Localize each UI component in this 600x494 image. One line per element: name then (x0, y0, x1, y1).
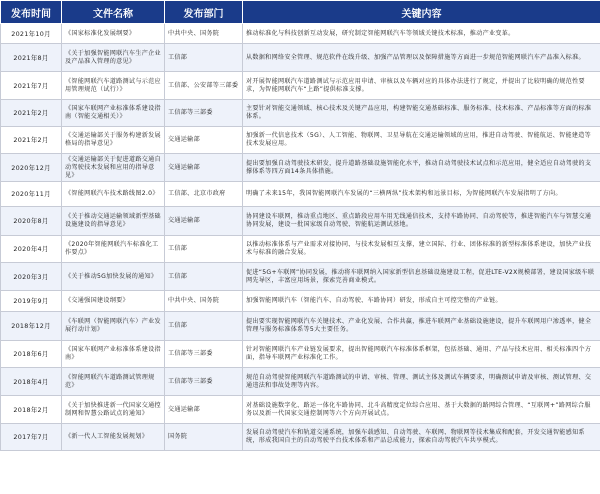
cell-name: 《国家标准化发展纲要》 (62, 24, 165, 44)
cell-date: 2020年3月 (1, 263, 62, 291)
column-header-dept: 发布部门 (165, 1, 243, 24)
table-row (1, 263, 600, 291)
table-row (1, 341, 600, 368)
table-row (1, 207, 600, 236)
cell-date: 2020年4月 (1, 236, 62, 263)
cell-name: 《交通强国建设纲要》 (62, 291, 165, 312)
cell-content: 提出要加强自动驾驶技术研发，提升道路基础设施智能化水平，推动自动驾驶技术试点和示范应用，健全适应自动驾驶的支撑体系等四方面14条具体措施。 (243, 154, 600, 182)
table-row (1, 154, 600, 182)
cell-content: 对基础设施数字化、路运一体化车路协同、北斗高精度定位综合应用、基于大数据的路网综合管理、“互联网+”路网综合服务以及新一代国家交通控制网等六个方向开展试点。 (243, 396, 600, 424)
cell-date: 2021年10月 (1, 24, 62, 44)
cell-date: 2019年9月 (1, 291, 62, 312)
cell-dept: 交通运输部 (165, 127, 243, 154)
table-row (1, 182, 600, 207)
cell-dept: 交通运输部 (165, 396, 243, 424)
cell-name: 《2020年智能网联汽车标准化工作要点》 (62, 236, 165, 263)
cell-date: 2020年11月 (1, 182, 62, 207)
table-row (1, 72, 600, 100)
column-header-date: 发布时间 (1, 1, 62, 24)
table-row (1, 312, 600, 341)
cell-name: 《交通运输部关于服务构建新发展格局的指导意见》 (62, 127, 165, 154)
cell-date: 2017年7月 (1, 424, 62, 451)
cell-content: 协同建设车联网，推动重点地区、重点路段应用车用无线通信技术，支持车路协同、自动驾驶等，推进智能汽车与智慧交通协同发展，建设一批国家级自动驾驶、智能航运测试基地。 (243, 207, 600, 236)
cell-name: 《关于加快推进新一代国家交通控制网和智慧公路试点的通知》 (62, 396, 165, 424)
cell-content: 推动标准化与科技创新互动发展，研究制定智能网联汽车等领域关键技术标准，推动产业变革。 (243, 24, 600, 44)
cell-content: 以推动标准体系与产业需求对接协同、与技术发展相互支撑，建立国际、行业、团体标准的新型标准体系建设，加快产业技术与标准的融合发展。 (243, 236, 600, 263)
cell-name: 《关于推动交通运输领域新型基础设施建设的指导意见》 (62, 207, 165, 236)
cell-dept: 工信部等三部委 (165, 100, 243, 127)
cell-content: 从数据和网络安全管理、规范软件在线升级、加强产品管理以及保障措施等方面进一步规范智能网联汽车产品准入标准。 (243, 44, 600, 72)
cell-dept: 工信部等三部委 (165, 368, 243, 396)
cell-name: 《新一代人工智能发展规划》 (62, 424, 165, 451)
cell-date: 2018年4月 (1, 368, 62, 396)
cell-date: 2021年2月 (1, 100, 62, 127)
cell-content: 针对智能网联汽车产业链发展要求，提出智能网联汽车标准体系框架，包括基础、通用、产品与技术应用、相关标准四个方面，指导车联网产业标准化工作。 (243, 341, 600, 368)
cell-name: 《关于加强智能网联汽车生产企业及产品准入管理的意见》 (62, 44, 165, 72)
cell-name: 《国家车联网产业标准体系建设指南（智能交通相关）》 (62, 100, 165, 127)
cell-name: 《关于推动5G加快发展的通知》 (62, 263, 165, 291)
table-header-row (1, 1, 600, 24)
table-row (1, 24, 600, 44)
cell-name: 《交通运输部关于促进道路交通自动驾驶技术发展和应用的指导意见》 (62, 154, 165, 182)
cell-dept: 交通运输部 (165, 207, 243, 236)
cell-content: 提出要实现智能网联汽车关键技术、产业化发展、合作共赢，推进车联网产业基础设施建设，提升车联网用户渗透率，健全管理与服务标准体系等5大主要任务。 (243, 312, 600, 341)
cell-content: 对开展智能网联汽车道路测试与示范应用申请、审核以及车辆对应的具体办法进行了规定，并提出了比较明确的规范性要求，为智能网联汽车“上路”提供标准支撑。 (243, 72, 600, 100)
cell-name: 《车联网（智能网联汽车）产业发展行动计划》 (62, 312, 165, 341)
cell-content: 加强新一代信息技术（5G）、人工智能、物联网、卫星导航在交通运输领域的应用，推进自动驾驶、智能航运、智能建造等技术发展应用。 (243, 127, 600, 154)
table-row (1, 424, 600, 451)
cell-name: 《智能网联汽车技术路线图2.0》 (62, 182, 165, 207)
cell-name: 《国家车联网产业标准体系建设指南》 (62, 341, 165, 368)
table-row (1, 368, 600, 396)
cell-dept: 工信部 (165, 312, 243, 341)
cell-dept: 交通运输部 (165, 154, 243, 182)
cell-name: 《智能网联汽车道路测试与示范应用管理规范（试行）》 (62, 72, 165, 100)
cell-date: 2018年6月 (1, 341, 62, 368)
cell-dept: 工信部、北京市政府 (165, 182, 243, 207)
cell-dept: 中共中央、国务院 (165, 24, 243, 44)
cell-content: 规范自动驾驶智能网联汽车道路测试的申请、审核、管理、测试主体及测试车辆要求，明确测试申请及审核、测试管理、交通违法和事故处理等内容。 (243, 368, 600, 396)
cell-content: 主要针对智能交通领域、核心技术及关键产品应用，构建智能交通基础标准、服务标准、技术标准、产品标准等方面的标准体系。 (243, 100, 600, 127)
cell-date: 2018年12月 (1, 312, 62, 341)
cell-date: 2018年2月 (1, 396, 62, 424)
cell-date: 2021年8月 (1, 44, 62, 72)
cell-dept: 工信部 (165, 44, 243, 72)
cell-dept: 工信部 (165, 236, 243, 263)
column-header-name: 文件名称 (62, 1, 165, 24)
column-header-content: 关键内容 (243, 1, 600, 24)
cell-dept: 工信部等三部委 (165, 341, 243, 368)
table-row (1, 291, 600, 312)
cell-name: 《智能网联汽车道路测试管理规范》 (62, 368, 165, 396)
cell-content: 明确了未来15年，我国智能网联汽车发展的“三横两纵”技术架构和远景目标，为智能网联汽车发展指明了方向。 (243, 182, 600, 207)
cell-date: 2021年2月 (1, 127, 62, 154)
cell-date: 2020年12月 (1, 154, 62, 182)
cell-content: 加强智能网联汽车（智能汽车、自动驾驶、车路协同）研发，形成自主可控完整的产业链。 (243, 291, 600, 312)
cell-content: 发展自动驾驶汽车和轨道交通系统，加强车载感知、自动驾驶、车联网、物联网等技术集成和配套，开发交通智能感知系统，形成我国自主的自动驾驶平台技术体系和产品总成能力，探索自动驾驶汽车共享模式。 (243, 424, 600, 451)
cell-content: 促进“5G+车联网”协同发展，推动将车联网纳入国家新型信息基础设施建设工程，促进LTE-V2X规模部署，建设国家级车联网先导区，丰富应用场景，探索完善商业模式。 (243, 263, 600, 291)
cell-date: 2020年8月 (1, 207, 62, 236)
table-row (1, 44, 600, 72)
table-row (1, 100, 600, 127)
cell-dept: 中共中央、国务院 (165, 291, 243, 312)
cell-dept: 工信部、公安部等三部委 (165, 72, 243, 100)
table-row (1, 127, 600, 154)
cell-dept: 工信部 (165, 263, 243, 291)
cell-dept: 国务院 (165, 424, 243, 451)
table-row (1, 396, 600, 424)
cell-date: 2021年7月 (1, 72, 62, 100)
table-row (1, 236, 600, 263)
